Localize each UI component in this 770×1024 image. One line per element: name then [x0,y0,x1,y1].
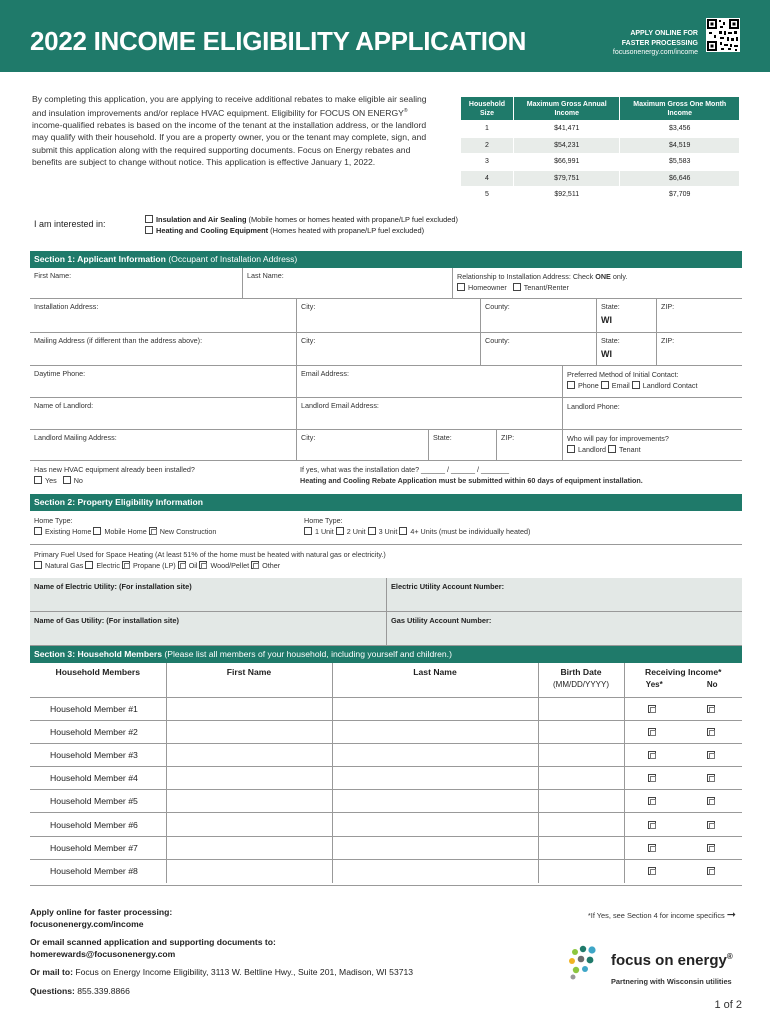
col-first-name: First Name [166,663,332,697]
insulation-checkbox[interactable] [145,215,153,223]
last-name-cell[interactable] [332,813,538,836]
landlord-zip-field[interactable]: ZIP: [496,430,562,460]
first-name-cell[interactable] [166,697,332,720]
interest-option-hvac[interactable]: Heating and Cooling Equipment (Homes heated with propane/LP fuel excluded) [145,225,458,236]
col-household-size: Household Size [461,97,514,121]
birth-date-cell[interactable] [538,720,624,743]
income-yes-checkbox[interactable] [648,774,656,782]
electric-checkbox[interactable] [85,561,93,569]
col-receiving-income: Receiving Income* Yes* No [645,667,722,689]
mailing-county-field[interactable]: County: [480,333,596,365]
table-row: 5 $92,511 $7,709 [461,187,740,204]
installation-address-field[interactable]: Installation Address: [34,302,99,311]
who-pays-field: Who will pay for improvements? Landlord Tenant [562,430,742,460]
city-field[interactable]: City: [296,299,480,332]
landlord-phone-field[interactable]: Landlord Phone: [562,398,742,429]
propane-checkbox[interactable] [122,561,130,569]
qr-code-icon [706,18,740,52]
email-checkbox[interactable] [601,381,609,389]
page-title: 2022 INCOME ELIGIBILITY APPLICATION [30,26,527,56]
first-name-cell[interactable] [166,767,332,790]
hvac-yes-checkbox[interactable] [34,476,42,484]
table-row: 1 $41,471 $3,456 [461,121,740,138]
tenant-pays-checkbox[interactable] [608,445,616,453]
mailing-zip-field[interactable]: ZIP: [656,333,742,365]
unit3-checkbox[interactable] [368,527,376,535]
footer-questions: Questions: 855.339.8866 [30,986,130,996]
table-row: Household Member #2 [30,720,742,743]
income-yes-checkbox[interactable] [648,867,656,875]
mailing-address-field[interactable]: Mailing Address (if different than the address above): [34,336,203,345]
other-checkbox[interactable] [251,561,259,569]
table-row: Household Member #8 [30,859,742,882]
new-construction-checkbox[interactable] [149,527,157,535]
landlord-contact-checkbox[interactable] [632,381,640,389]
income-no-checkbox[interactable] [707,797,715,805]
unit-type-field: Home Type: 1 Unit 2 Unit 3 Unit 4+ Units (must be individually heated) [304,516,531,536]
table-row: 3 $66,991 $5,583 [461,154,740,171]
last-name-cell[interactable] [332,836,538,859]
income-yes-checkbox[interactable] [648,821,656,829]
income-note: *If Yes, see Section 4 for income specifics ➞ [587,909,736,921]
apply-online-note [613,29,698,58]
brand-name: focus on energy® [611,952,733,969]
income-no-checkbox[interactable] [707,705,715,713]
income-no-checkbox[interactable] [707,844,715,852]
income-yes-checkbox[interactable] [648,797,656,805]
table-row: Household Member #5 [30,790,742,813]
apply-line-2: FASTER PROCESSING [621,39,698,47]
apply-line-1: APPLY ONLINE FOR [630,30,698,37]
birth-date-cell[interactable] [538,697,624,720]
first-name-cell[interactable] [166,813,332,836]
hvac-no-checkbox[interactable] [63,476,71,484]
landlord-city-field[interactable]: City: [296,430,428,460]
landlord-mailing-field[interactable]: Landlord Mailing Address: [34,433,117,442]
hvac-checkbox[interactable] [145,226,153,234]
col-birth-date: Birth Date (MM/DD/YYYY) [538,663,624,697]
birth-date-cell[interactable] [538,743,624,766]
birth-date-cell[interactable] [538,813,624,836]
homeowner-checkbox[interactable] [457,283,465,291]
col-annual-income: Maximum Gross Annual Income [513,97,620,121]
first-name-field[interactable]: First Name: [34,271,72,280]
divider [30,885,742,886]
section3-header: Section 3: Household Members (Please list all members of your household, including yourself and children.) [30,646,742,663]
wood-pellet-checkbox[interactable] [199,561,207,569]
first-name-cell[interactable] [166,743,332,766]
income-yes-checkbox[interactable] [648,751,656,759]
table-row: Household Member #6 [30,813,742,836]
last-name-cell[interactable] [332,720,538,743]
first-name-cell[interactable] [166,790,332,813]
email-link[interactable]: homerewards@focusonenergy.com [30,948,176,959]
divider [30,544,742,545]
footer-email: Or email scanned application and supporting documents to: homerewards@focusonenergy.com [30,937,276,959]
oil-checkbox[interactable] [178,561,186,569]
table-row: Household Member #1 [30,697,742,720]
tenant-checkbox[interactable] [513,283,521,291]
last-name-cell[interactable] [332,859,538,882]
unit4-checkbox[interactable] [399,527,407,535]
section1-header: Section 1: Applicant Information (Occupant of Installation Address) [30,251,742,268]
apply-url[interactable]: focusonenergy.com/income [612,49,698,56]
table-row: Household Member #3 [30,743,742,766]
col-monthly-income: Maximum Gross One Month Income [620,97,740,121]
income-no-checkbox[interactable] [707,728,715,736]
page-number: 1 of 2 [714,999,742,1011]
col-last-name: Last Name [332,663,538,697]
last-name-field[interactable]: Last Name: [242,268,452,298]
email-field[interactable]: Email Address: [296,366,562,397]
natural-gas-checkbox[interactable] [34,561,42,569]
gas-account-field[interactable]: Gas Utility Account Number: [387,612,742,646]
county-field[interactable]: County: [480,299,596,332]
landlord-email-field[interactable]: Landlord Email Address: [296,398,562,429]
footer-apply: Apply online for faster processing: focusonenergy.com/income [30,907,173,929]
birth-date-cell[interactable] [538,859,624,882]
daytime-phone-field[interactable]: Daytime Phone: [34,369,86,378]
zip-field[interactable]: ZIP: [656,299,742,332]
col-household-members: Household Members [30,663,166,697]
income-yes-checkbox[interactable] [648,705,656,713]
footer-mail: Or mail to: Focus on Energy Income Eligibility, 3113 W. Beltline Hwy., Suite 201, Madison, WI 53713 [30,967,414,977]
last-name-cell[interactable] [332,767,538,790]
mobile-home-checkbox[interactable] [93,527,101,535]
mailing-city-field[interactable]: City: [296,333,480,365]
section2-header: Section 2: Property Eligibility Information [30,494,742,511]
header-banner [0,0,770,72]
install-date-field[interactable]: If yes, what was the installation date? ______ / ______ / _______ Heating and Cooling Rebate Application must be submitted within 60 days of equipment installation. [300,465,643,485]
intro-paragraph: By completing this application, you are applying to receive additional rebates to make eligible air sealing and insulation improvements and/or replace HVAC equipment. Eligibility for FOCUS ON ENERGY® income-qualified rebates is based on the income of the tenant at the installation address, or the landlord may qualify with their household. If you are a property owner, you or the tenant may complete, sign, and submit this application along with the required supporting documents. Focus on Energy rebates and benefits are subject to change without notice. This application is effective January 1, 2022. [32,94,427,167]
birth-date-cell[interactable] [538,767,624,790]
income-no-checkbox[interactable] [707,821,715,829]
last-name-cell[interactable] [332,697,538,720]
interest-options [145,214,458,236]
landlord-pays-checkbox[interactable] [567,445,575,453]
first-name-cell[interactable] [166,836,332,859]
fuel-type-field: Primary Fuel Used for Space Heating (At least 51% of the home must be heated with natural gas or electricity.) Natural Gas Electric Propane (LP) Oil Wood/Pellet Other [34,550,386,570]
gas-utility-field[interactable]: Name of Gas Utility: (For installation site) [30,612,387,646]
state-field[interactable]: State: WI [596,299,656,332]
income-no-checkbox[interactable] [707,867,715,875]
phone-checkbox[interactable] [567,381,575,389]
income-limits-table [460,96,740,204]
income-yes-checkbox[interactable] [648,844,656,852]
brand-tagline: Partnering with Wisconsin utilities [611,977,732,986]
landlord-state-field[interactable]: State: [428,430,496,460]
unit1-checkbox[interactable] [304,527,312,535]
table-row: Household Member #4 [30,767,742,790]
birth-date-cell[interactable] [538,790,624,813]
income-yes-checkbox[interactable] [648,728,656,736]
last-name-cell[interactable] [332,743,538,766]
mailing-state-field[interactable]: State: WI [596,333,656,365]
household-members-table [30,663,742,883]
hvac-installed-field: Has new HVAC equipment already been installed? Yes No [34,465,195,485]
first-name-cell[interactable] [166,720,332,743]
table-row: 4 $79,751 $6,646 [461,170,740,187]
first-name-cell[interactable] [166,859,332,882]
logo-dots-icon [567,944,607,980]
income-no-checkbox[interactable] [707,751,715,759]
preferred-contact-field: Preferred Method of Initial Contact: Phone Email Landlord Contact [562,366,742,397]
landlord-name-field[interactable]: Name of Landlord: [34,401,94,410]
table-row: Household Member #7 [30,836,742,859]
last-name-cell[interactable] [332,790,538,813]
relationship-field: Relationship to Installation Address: Check ONE only. Homeowner Tenant/Renter [452,268,742,298]
electric-utility-field[interactable]: Name of Electric Utility: (For installation site) [30,578,387,612]
table-row: 2 $54,231 $4,519 [461,137,740,154]
interest-option-insulation[interactable]: Insulation and Air Sealing (Mobile homes or homes heated with propane/LP fuel excluded) [145,214,458,225]
existing-home-checkbox[interactable] [34,527,42,535]
electric-account-field[interactable]: Electric Utility Account Number: [387,578,742,612]
home-type-field: Home Type: Existing Home Mobile Home New Construction [34,516,217,536]
birth-date-cell[interactable] [538,836,624,859]
income-no-checkbox[interactable] [707,774,715,782]
arrow-right-icon: ➞ [726,909,736,921]
interest-label: I am interested in: [34,219,106,229]
apply-link[interactable]: focusonenergy.com/income [30,918,144,929]
focus-on-energy-logo [567,944,733,986]
unit2-checkbox[interactable] [336,527,344,535]
